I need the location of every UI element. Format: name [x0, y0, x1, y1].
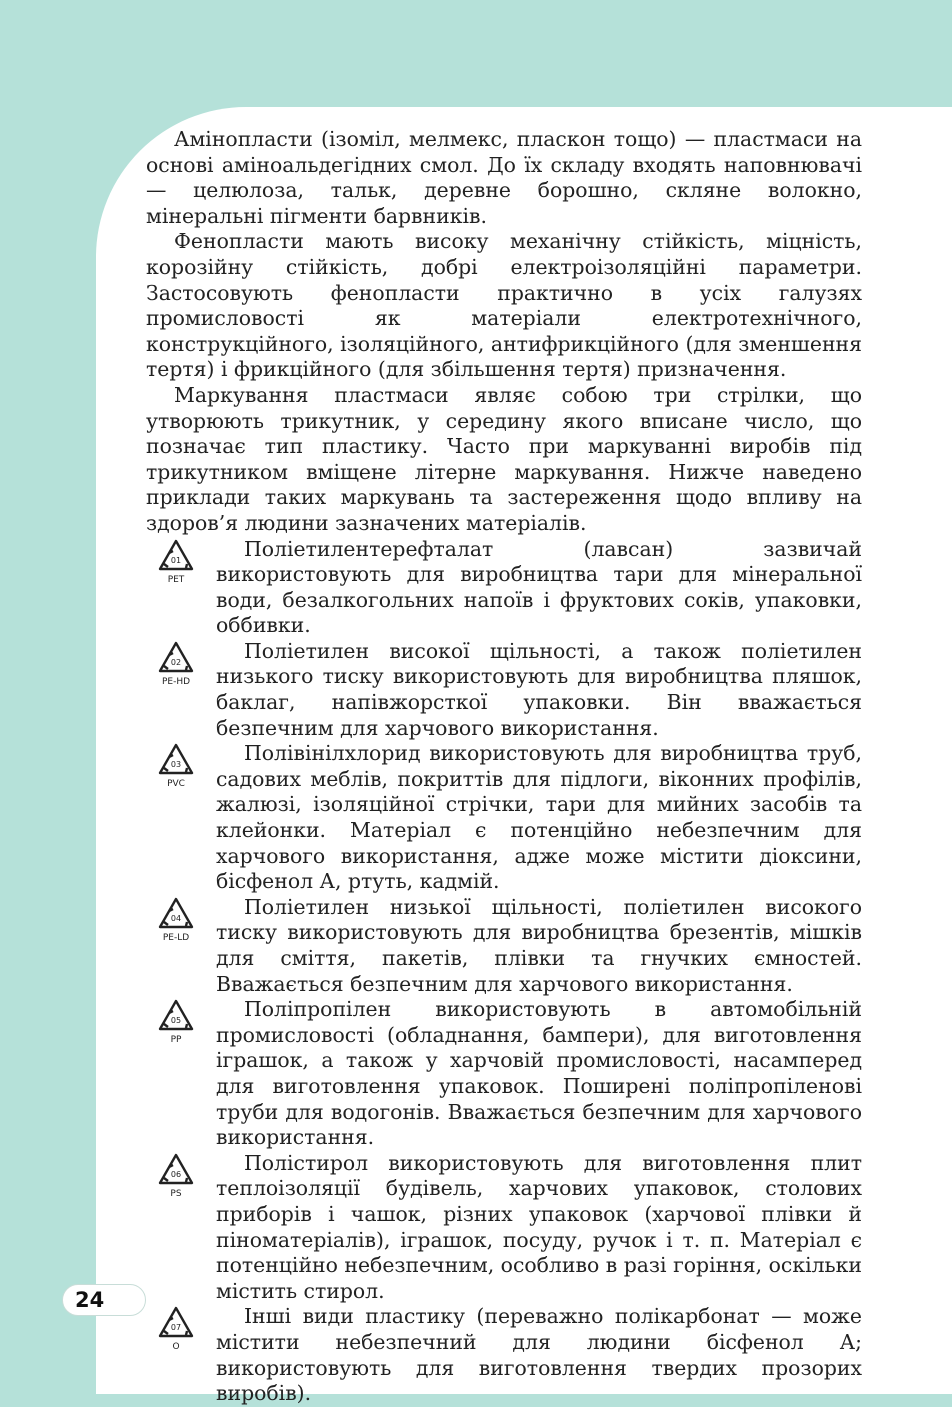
recycling-item-text: Поліетилен низької щільності, поліетилен високого тиску використовують для виробництва брезентів, мішків для сміття, пакетів, плівки та гнучких ємностей. Вважається безпечним для харчового використання. — [216, 894, 862, 996]
paragraph-aminoplasts: Амінопласти (ізоміл, мелмекс, пласкон тощо) — пластмаси на основі аміноальдегідних смол. До їх складу входять наповнювачі — целюлоза, тальк, деревне борошно, скляне волокно, мінеральні пігменти барвників. — [146, 127, 862, 228]
recycling-triangle-icon — [154, 895, 198, 949]
recycling-item-text: Полівінілхлорид використовують для виробництва труб, садових меблів, покриттів для підлоги, віконних профілів, жалюзі, ізоляційної стрічки, тари для мийних засобів та клейонки. Матеріал є потенційно небезпечним для харчового використання, адже може містити діоксини, бісфенол А, ртуть, кадмій. — [216, 741, 862, 894]
recycling-triangle-icon — [154, 741, 198, 795]
recycling-triangle-icon — [154, 1151, 198, 1205]
recycling-triangle-icon — [154, 997, 198, 1051]
resin-number: 01 — [170, 555, 182, 565]
resin-code: PS — [170, 1188, 182, 1199]
resin-number: 05 — [170, 1016, 182, 1026]
recycling-list — [146, 537, 862, 1407]
recycling-item — [146, 1304, 862, 1406]
resin-code: PE-LD — [162, 932, 190, 943]
recycling-item-text: Поліпропілен використовують в автомобільній промисловості (обладнання, бампери), для виготовлення іграшок, а також у харчовій промисловості, насамперед для виготовлення упаковок. Поширені поліпропіленові труби для водогонів. Вважається безпечним для харчового використання. — [216, 997, 862, 1150]
resin-number: 02 — [170, 657, 182, 667]
recycling-item — [146, 895, 862, 997]
resin-number: 06 — [170, 1169, 182, 1179]
recycling-item-text: Інші види пластику (переважно полікарбонат — може містити небезпечний для людини бісфенол А; використовують для виготовлення твердих прозорих виробів). — [216, 1304, 862, 1406]
resin-code: PET — [167, 574, 185, 585]
paragraph-phenoplasts: Фенопласти мають високу механічну стійкість, міцність, корозійну стійкість, добрі електроізоляційні параметри. Застосовують фенопласти практично в усіх галузях промисловості як матеріали електротехнічного, конструкційного, ізоляційного, антифрикційного (для зменшення тертя) і фрикційного (для збільшення тертя) призначення. — [146, 229, 862, 382]
resin-code: PP — [170, 1035, 182, 1046]
recycling-item — [146, 997, 862, 1151]
recycling-item-text: Поліетилен високої щільності, а також поліетилен низького тиску використовують для виробництва пляшок, баклаг, напівжорсткої упаковки. Він вважається безпечним для харчового використання. — [216, 638, 862, 740]
recycling-item — [146, 741, 862, 895]
recycling-item — [146, 639, 862, 741]
resin-code: PE-HD — [161, 676, 191, 687]
resin-code: O — [172, 1342, 180, 1353]
recycling-item-text: Поліетилентерефталат (лавсан) зазвичай використовують для виробництва тари для мінеральної води, безалкогольних напоїв і фруктових соків, упаковки, оббивки. — [216, 536, 862, 638]
recycling-triangle-icon — [154, 639, 198, 693]
recycling-triangle-icon — [154, 1304, 198, 1358]
resin-code: PVC — [167, 779, 185, 790]
page-number: 24 — [75, 1288, 105, 1312]
recycling-item — [146, 1151, 862, 1305]
body-text — [146, 127, 862, 1407]
resin-number: 03 — [170, 760, 182, 770]
page-number-badge — [62, 1284, 146, 1316]
paragraph-marking: Маркування пластмаси являє собою три стрілки, що утворюють трикутник, у середину якого вписане число, що позначає тип пластику. Часто при маркуванні виробів під трикутником вміщене літерне маркування. Нижче наведено приклади таких маркувань та застереження щодо впливу на здоров’я людини зазначених матеріалів. — [146, 382, 862, 535]
resin-number: 07 — [170, 1323, 182, 1333]
recycling-item — [146, 537, 862, 639]
resin-number: 04 — [170, 913, 182, 923]
recycling-item-text: Полістирол використовують для виготовлення плит теплоізоляції будівель, харчових упаковок, столових приборів і чашок, різних упаковок (харчової плівки й піноматеріалів), іграшок, посуду, ручок і т. п. Матеріал є потенційно небезпечним, особливо в разі горіння, оскільки містить стирол. — [216, 1150, 862, 1303]
recycling-triangle-icon — [154, 537, 198, 591]
